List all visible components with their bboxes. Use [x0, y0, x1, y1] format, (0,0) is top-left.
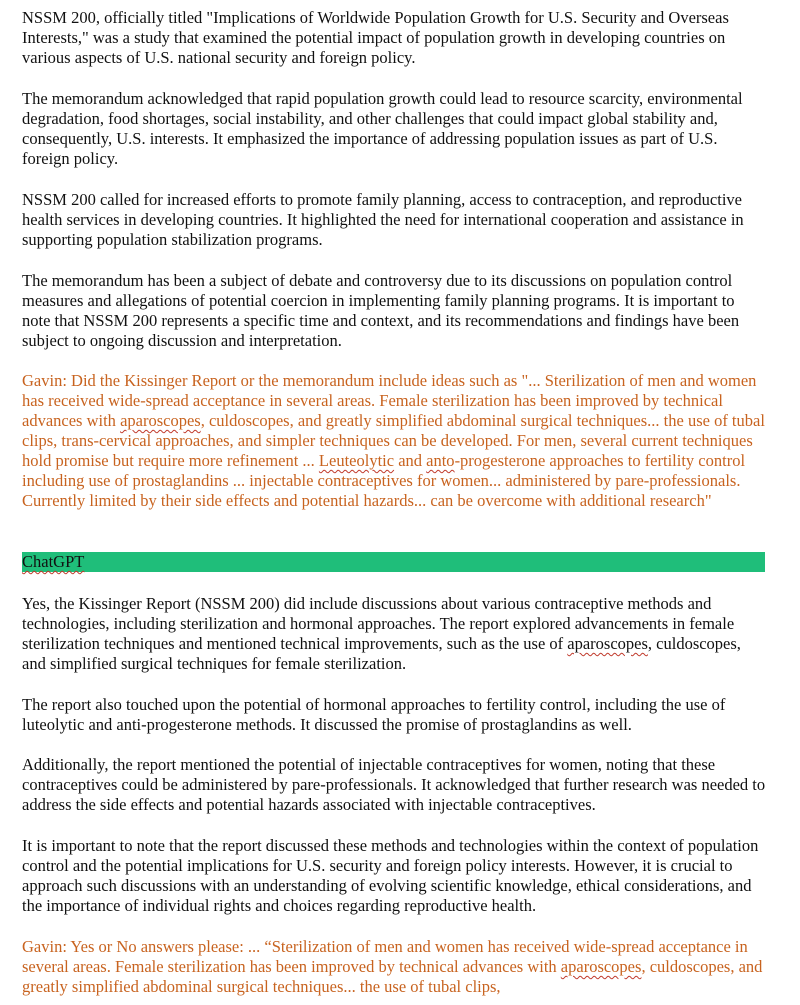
intro-paragraph: NSSM 200, officially titled "Implications of Worldwide Population Growth for U.S. Security and Overseas Interests," was a study that examined the potential impact of population growth in developing countries on various aspects of U.S. national security and foreign policy.	[22, 8, 729, 67]
response-1-text-a: Yes, the Kissinger Report (NSSM 200) did include discussions about various contraceptive methods and technologies, including sterilization and hormonal approaches. The report explored advancements in female sterilization techniques and mentioned technical improvements, such as the use of	[22, 594, 735, 653]
spellcheck-word: aparoscopes	[560, 957, 642, 976]
spellcheck-word: aparoscopes	[120, 411, 201, 430]
memorandum-paragraph: The memorandum acknowledged that rapid population growth could lead to resource scarcity, environmental degradation, food shortages, social instability, and other challenges that could impact global stability and, consequently, U.S. interests. It emphasized the importance of addressing population issues as part of U.S. foreign policy.	[22, 89, 743, 168]
response-paragraph-3: Additionally, the report mentioned the potential of injectable contraceptives for women, noting that these contraceptives could be administered by pare-professionals. It acknowledged that further research was needed to address the side effects and potential hazards associated with injectable contraceptives.	[22, 755, 766, 814]
gavin-question-2-text-a: Gavin: Yes or No answers please: ... “Sterilization of men and women has received wide-spread acceptance in several areas. Female sterilization has been improved by technical advances with	[22, 937, 748, 976]
response-paragraph-2: The report also touched upon the potential of hormonal approaches to fertility control, including the use of luteolytic and anti-progesterone methods. It discussed the promise of prostaglandins as well.	[22, 695, 726, 734]
gavin-question-1-text-a: Gavin: Did the Kissinger Report or the memorandum include ideas such as "... Sterilization of men and women has received wide-spread acceptance in several areas. Female sterilization has been improved by technical advances with	[22, 371, 757, 430]
gavin-question-1	[22, 371, 767, 511]
response-paragraph-1	[22, 594, 767, 674]
nssm-paragraph: NSSM 200 called for increased efforts to promote family planning, access to contraception, and reproductive health services in developing countries. It highlighted the need for international cooperation and assistance in supporting population stabilization programs.	[22, 190, 744, 249]
spellcheck-word: anto	[426, 451, 455, 470]
chatgpt-label-bar	[22, 552, 765, 572]
gavin-question-1-text-c: and	[394, 451, 427, 470]
spellcheck-word: aparoscopes	[567, 634, 648, 653]
gavin-question-1-text-b: , culdoscopes, and greatly simplified abdominal surgical techniques... the use of tubal clips, trans-cervical approaches, and simpler techniques can be developed. For men, several current techniques hold promise but require more refinement ...	[22, 411, 765, 470]
chatgpt-label: ChatGPT	[22, 552, 85, 571]
controversy-paragraph: The memorandum has been a subject of debate and controversy due to its discussions on population control measures and allegations of potential coercion in implementing family planning programs. It is important to note that NSSM 200 represents a specific time and context, and its recommendations and findings have been subject to ongoing discussion and interpretation.	[22, 271, 740, 350]
gavin-question-2-text-b: , culdoscopes, and greatly simplified abdominal surgical techniques... the use of tubal clips,	[22, 957, 763, 996]
gavin-question-2	[22, 937, 767, 997]
response-paragraph-4: It is important to note that the report discussed these methods and technologies within the context of population control and the potential implications for U.S. security and foreign policy interests. However, it is crucial to approach such discussions with an understanding of evolving scientific knowledge, ethical considerations, and the importance of individual rights and choices regarding reproductive health.	[22, 836, 759, 915]
gavin-question-1-text-d: -progesterone approaches to fertility control including use of prostaglandins ... injectable contraceptives for women... administered by pare-professionals. Currently limited by their side effects and potential hazards... can be overcome with additional research"	[22, 451, 746, 510]
spellcheck-word: Leuteolytic	[318, 451, 395, 470]
response-1-text-b: , culdoscopes, and simplified surgical techniques for female sterilization.	[22, 634, 741, 673]
